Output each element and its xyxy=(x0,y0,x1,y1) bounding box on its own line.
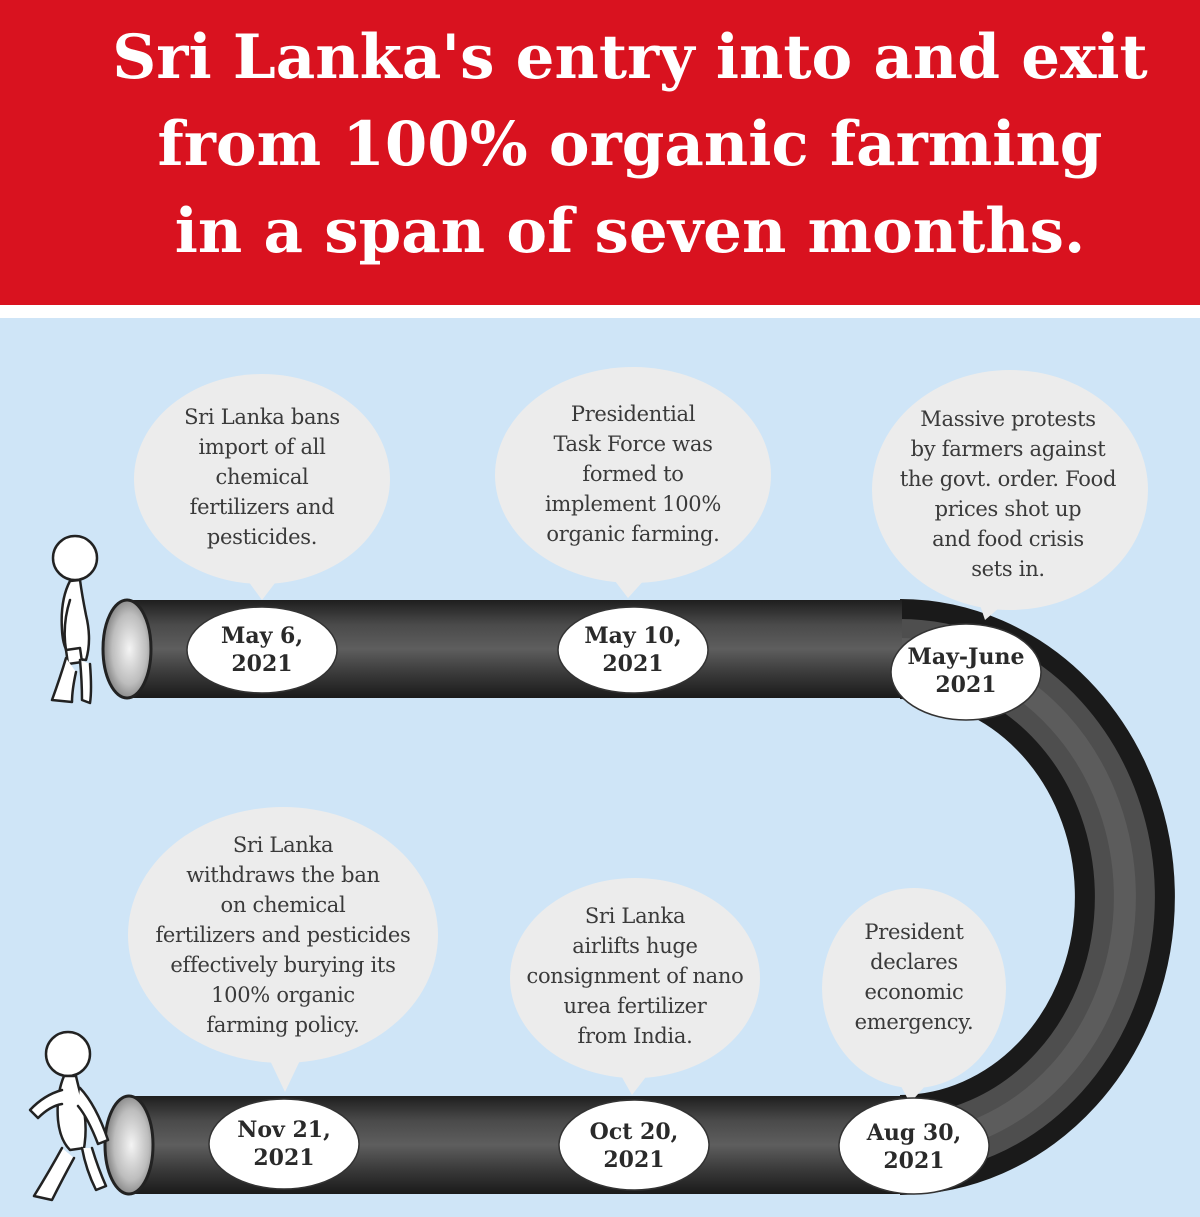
text-line: from India. xyxy=(577,1024,693,1048)
date-line: May 10, xyxy=(584,623,682,649)
date-line: May 6, xyxy=(220,623,304,649)
text-line: and food crisis xyxy=(932,527,1084,551)
text-line: economic xyxy=(864,980,964,1004)
date-line: Oct 20, xyxy=(589,1119,679,1145)
bubble-pointer xyxy=(265,1050,305,1092)
text-line: President xyxy=(864,920,964,944)
text-line: declares xyxy=(870,950,958,974)
date-line: Nov 21, xyxy=(237,1117,331,1143)
date-line: 2021 xyxy=(883,1148,945,1174)
date-line: 2021 xyxy=(231,651,293,677)
text-line: pesticides. xyxy=(206,525,318,549)
text-line: prices shot up xyxy=(934,497,1082,521)
text-line: withdraws the ban xyxy=(186,863,380,887)
text-line: emergency. xyxy=(854,1010,974,1034)
event-description xyxy=(515,901,755,1051)
text-line: Sri Lanka xyxy=(584,904,686,928)
text-line: Massive protests xyxy=(920,407,1096,431)
stick-figure-entering-icon xyxy=(52,536,97,703)
text-line: fertilizers and xyxy=(189,495,335,519)
stick-figure-exiting-icon xyxy=(30,1032,108,1200)
event-date xyxy=(214,1116,354,1172)
event-description xyxy=(503,399,763,549)
text-line: fertilizers and pesticides xyxy=(155,923,411,947)
title-line: from 100% organic farming xyxy=(157,109,1103,180)
title-line: in a span of seven months. xyxy=(174,196,1086,267)
pipe-bottom-opening xyxy=(105,1096,153,1194)
text-line: farming policy. xyxy=(206,1013,360,1037)
bubble-pointer xyxy=(605,568,655,598)
bubble-pointer xyxy=(615,1065,655,1095)
text-line: airlifts huge xyxy=(572,934,698,958)
text-line: organic farming. xyxy=(546,522,720,546)
text-line: Task Force was xyxy=(553,432,713,456)
event-date xyxy=(891,643,1041,699)
event-date xyxy=(844,1119,984,1175)
date-line: 2021 xyxy=(602,651,664,677)
text-line: formed to xyxy=(582,462,684,486)
date-line: May-June xyxy=(907,644,1025,670)
text-line: Sri Lanka xyxy=(232,833,334,857)
event-description xyxy=(142,402,382,552)
event-date xyxy=(564,1118,704,1174)
text-line: consignment of nano xyxy=(526,964,744,988)
text-line: implement 100% xyxy=(544,492,722,516)
text-line: import of all xyxy=(198,435,326,459)
text-line: Sri Lanka bans xyxy=(184,405,340,429)
event-date xyxy=(192,622,332,678)
text-line: the govt. order. Food xyxy=(899,467,1117,491)
text-line: by farmers against xyxy=(910,437,1106,461)
title-line: Sri Lanka's entry into and exit xyxy=(112,22,1148,93)
text-line: on chemical xyxy=(220,893,346,917)
event-description xyxy=(138,830,428,1040)
pipe-top-opening xyxy=(103,600,151,698)
date-line: 2021 xyxy=(253,1145,315,1171)
bubble-pointer xyxy=(240,570,285,600)
text-line: effectively burying its xyxy=(170,953,396,977)
text-line: Presidential xyxy=(570,402,696,426)
event-description xyxy=(878,404,1138,584)
date-line: Aug 30, xyxy=(866,1120,962,1146)
event-date xyxy=(563,622,703,678)
text-line: 100% organic xyxy=(211,983,355,1007)
text-line: sets in. xyxy=(971,557,1045,581)
text-line: urea fertilizer xyxy=(563,994,707,1018)
event-description xyxy=(824,917,1004,1037)
text-line: chemical xyxy=(215,465,309,489)
date-line: 2021 xyxy=(935,672,997,698)
date-line: 2021 xyxy=(603,1147,665,1173)
